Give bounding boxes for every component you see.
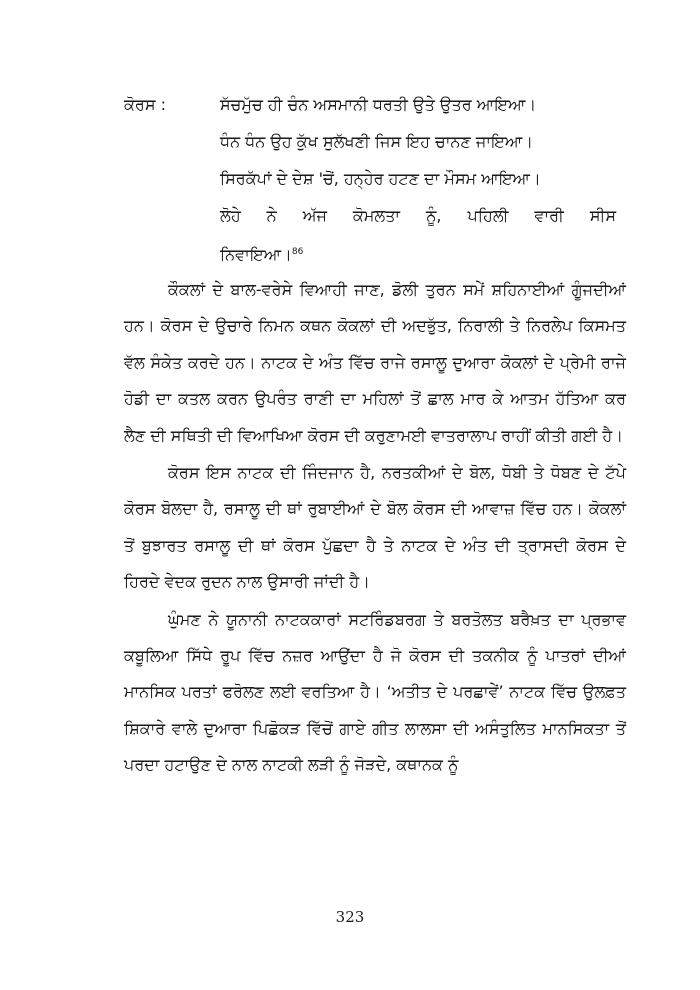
verse-line: ਸੱਚਮੁੱਚ ਹੀ ਚੰਨ ਅਸਮਾਨੀ ਧਰਤੀ ਉਤੇ ਉਤਰ ਆਇਆ। — [220, 95, 537, 114]
verse-line-last — [220, 234, 620, 273]
paragraph-text: ਘੁੰਮਣ ਨੇ ਯੂਨਾਨੀ ਨਾਟਕਕਾਰਾਂ ਸਟਰਿੰਡਬਰਗ ਤੇ ਬਰਤੋਲਤ ਬਰੈਖ਼ਤ ਦਾ ਪ੍ਰਭਾਵ ਕਬੂਲਿਆ ਸਿੱਧੇ ਰੂਪ ਵਿੱਚ ਨਜ਼ਰ ਆਉਂਦਾ ਹੈ ਜੋ ਕੋਰਸ ਦੀ ਤਕਨੀਕ ਨੂੰ ਪਾਤਰਾਂ ਦੀਆਂ ਮਾਨਸਿਕ ਪਰਤਾਂ ਫਰੋਲਣ ਲਈ ਵਰਤਿਆ ਹੈ। ‘ਅਤੀਤ ਦੇ ਪਰਛਾਵੇਂ’ ਨਾਟਕ ਵਿੱਚ ਉਲਫ਼ਤ ਸ਼ਿਕਾਰੇ ਵਾਲੇ ਦੁਆਰਾ ਪਿਛੋਕੜ ਵਿੱਚੋਂ ਗਾਏ ਗੀਤ ਲਾਲਸਾ ਦੀ ਅਸੰਤੁਲਿਤ ਮਾਨਸਿਕਤਾ ਤੋਂ ਪਰਦਾ ਹਟਾਉਣ ਦੇ ਨਾਲ ਨਾਟਕੀ ਲੜੀ ਨੂੰ ਜੋੜਦੇ, ਕਥਾਨਕ ਨੂੰ — [124, 609, 626, 775]
verse-line: ਧੰਨ ਧੰਨ ਉਹ ਕੁੱਖ ਸੁਲੱਖਣੀ ਜਿਸ ਇਹ ਚਾਨਣ ਜਾਇਆ। — [220, 132, 534, 151]
verse-line-text: ਨਿਵਾਇਆ। — [220, 245, 292, 264]
body-text — [124, 272, 626, 784]
footnote-reference: 86 — [291, 247, 304, 257]
paragraph-text: ਕੋਰਸ ਇਸ ਨਾਟਕ ਦੀ ਜਿੰਦਜਾਨ ਹੈ, ਨਰਤਕੀਆਂ ਦੇ ਬੋਲ, ਧੋਬੀ ਤੇ ਧੋਬਣ ਦੇ ਟੱਪੇ ਕੋਰਸ ਬੋਲਦਾ ਹੈ, ਰਸਾਲੂ ਦੀ ਥਾਂ ਰੁਬਾਈਆਂ ਦੇ ਬੋਲ ਕੋਰਸ ਦੀ ਆਵਾਜ਼ ਵਿੱਚ ਹਨ। ਕੋਕਲਾਂ ਤੋਂ ਬੁਝਾਰਤ ਰਸਾਲੂ ਦੀ ਥਾਂ ਕੋਰਸ ਪੁੱਛਦਾ ਹੈ ਤੇ ਨਾਟਕ ਦੇ ਅੰਤ ਦੀ ਤ੍ਰਾਸਦੀ ਕੋਰਸ ਦੇ ਹਿਰਦੇ ਵੇਦਕ ਰੁਦਨ ਨਾਲ ਉਸਾਰੀ ਜਾਂਦੀ ਹੈ। — [124, 463, 626, 592]
speaker-label: ਕੋਰਸ : — [124, 95, 166, 114]
paragraph — [124, 272, 626, 454]
verse-lines — [220, 86, 620, 273]
verse-line: ਸਿਰਕੱਪਾਂ ਦੇ ਦੇਸ਼ 'ਚੋਂ, ਹਨ੍ਹੇਰ ਹਟਣ ਦਾ ਮੌਸਮ ਆਇਆ। — [220, 169, 541, 188]
paragraph — [124, 602, 626, 784]
paragraph-text: ਕੌਕਲਾਂ ਦੇ ਬਾਲ-ਵਰੇਸੇ ਵਿਆਹੀ ਜਾਣ, ਡੋਲੀ ਤੁਰਨ ਸਮੇਂ ਸ਼ਹਿਨਾਈਆਂ ਗੂੰਜਦੀਆਂ ਹਨ। ਕੋਰਸ ਦੇ ਉਚਾਰੇ ਨਿਮਨ ਕਥਨ ਕੋਕਲਾਂ ਦੀ ਅਦਭੁੱਤ, ਨਿਰਾਲੀ ਤੇ ਨਿਰਲੇਪ ਕਿਸਮਤ ਵੱਲ ਸੰਕੇਤ ਕਰਦੇ ਹਨ। ਨਾਟਕ ਦੇ ਅੰਤ ਵਿੱਚ ਰਾਜੇ ਰਸਾਲੂ ਦੁਆਰਾ ਕੋਕਲਾਂ ਦੇ ਪ੍ਰੇਮੀ ਰਾਜੇ ਹੋਡੀ ਦਾ ਕਤਲ ਕਰਨ ਉਪਰੰਤ ਰਾਣੀ ਦਾ ਮਹਿਲਾਂ ਤੋਂ ਛਾਲ ਮਾਰ ਕੇ ਆਤਮ ਹੱਤਿਆ ਕਰ ਲੈਣ ਦੀ ਸਥਿਤੀ ਦੀ ਵਿਆਖਿਆ ਕੋਰਸ ਦੀ ਕਰੁਣਾਮਈ ਵਾਤਰਾਲਾਪ ਰਾਹੀਂ ਕੀਤੀ ਗਈ ਹੈ। — [124, 280, 626, 445]
page-number: 323 — [335, 908, 365, 926]
verse-line: ਲੋਹੇ ਨੇ ਅੱਜ ਕੋਮਲਤਾ ਨੂੰ, ਪਹਿਲੀ ਵਾਰੀ ਸੀਸ — [220, 206, 616, 225]
paragraph — [124, 455, 626, 601]
